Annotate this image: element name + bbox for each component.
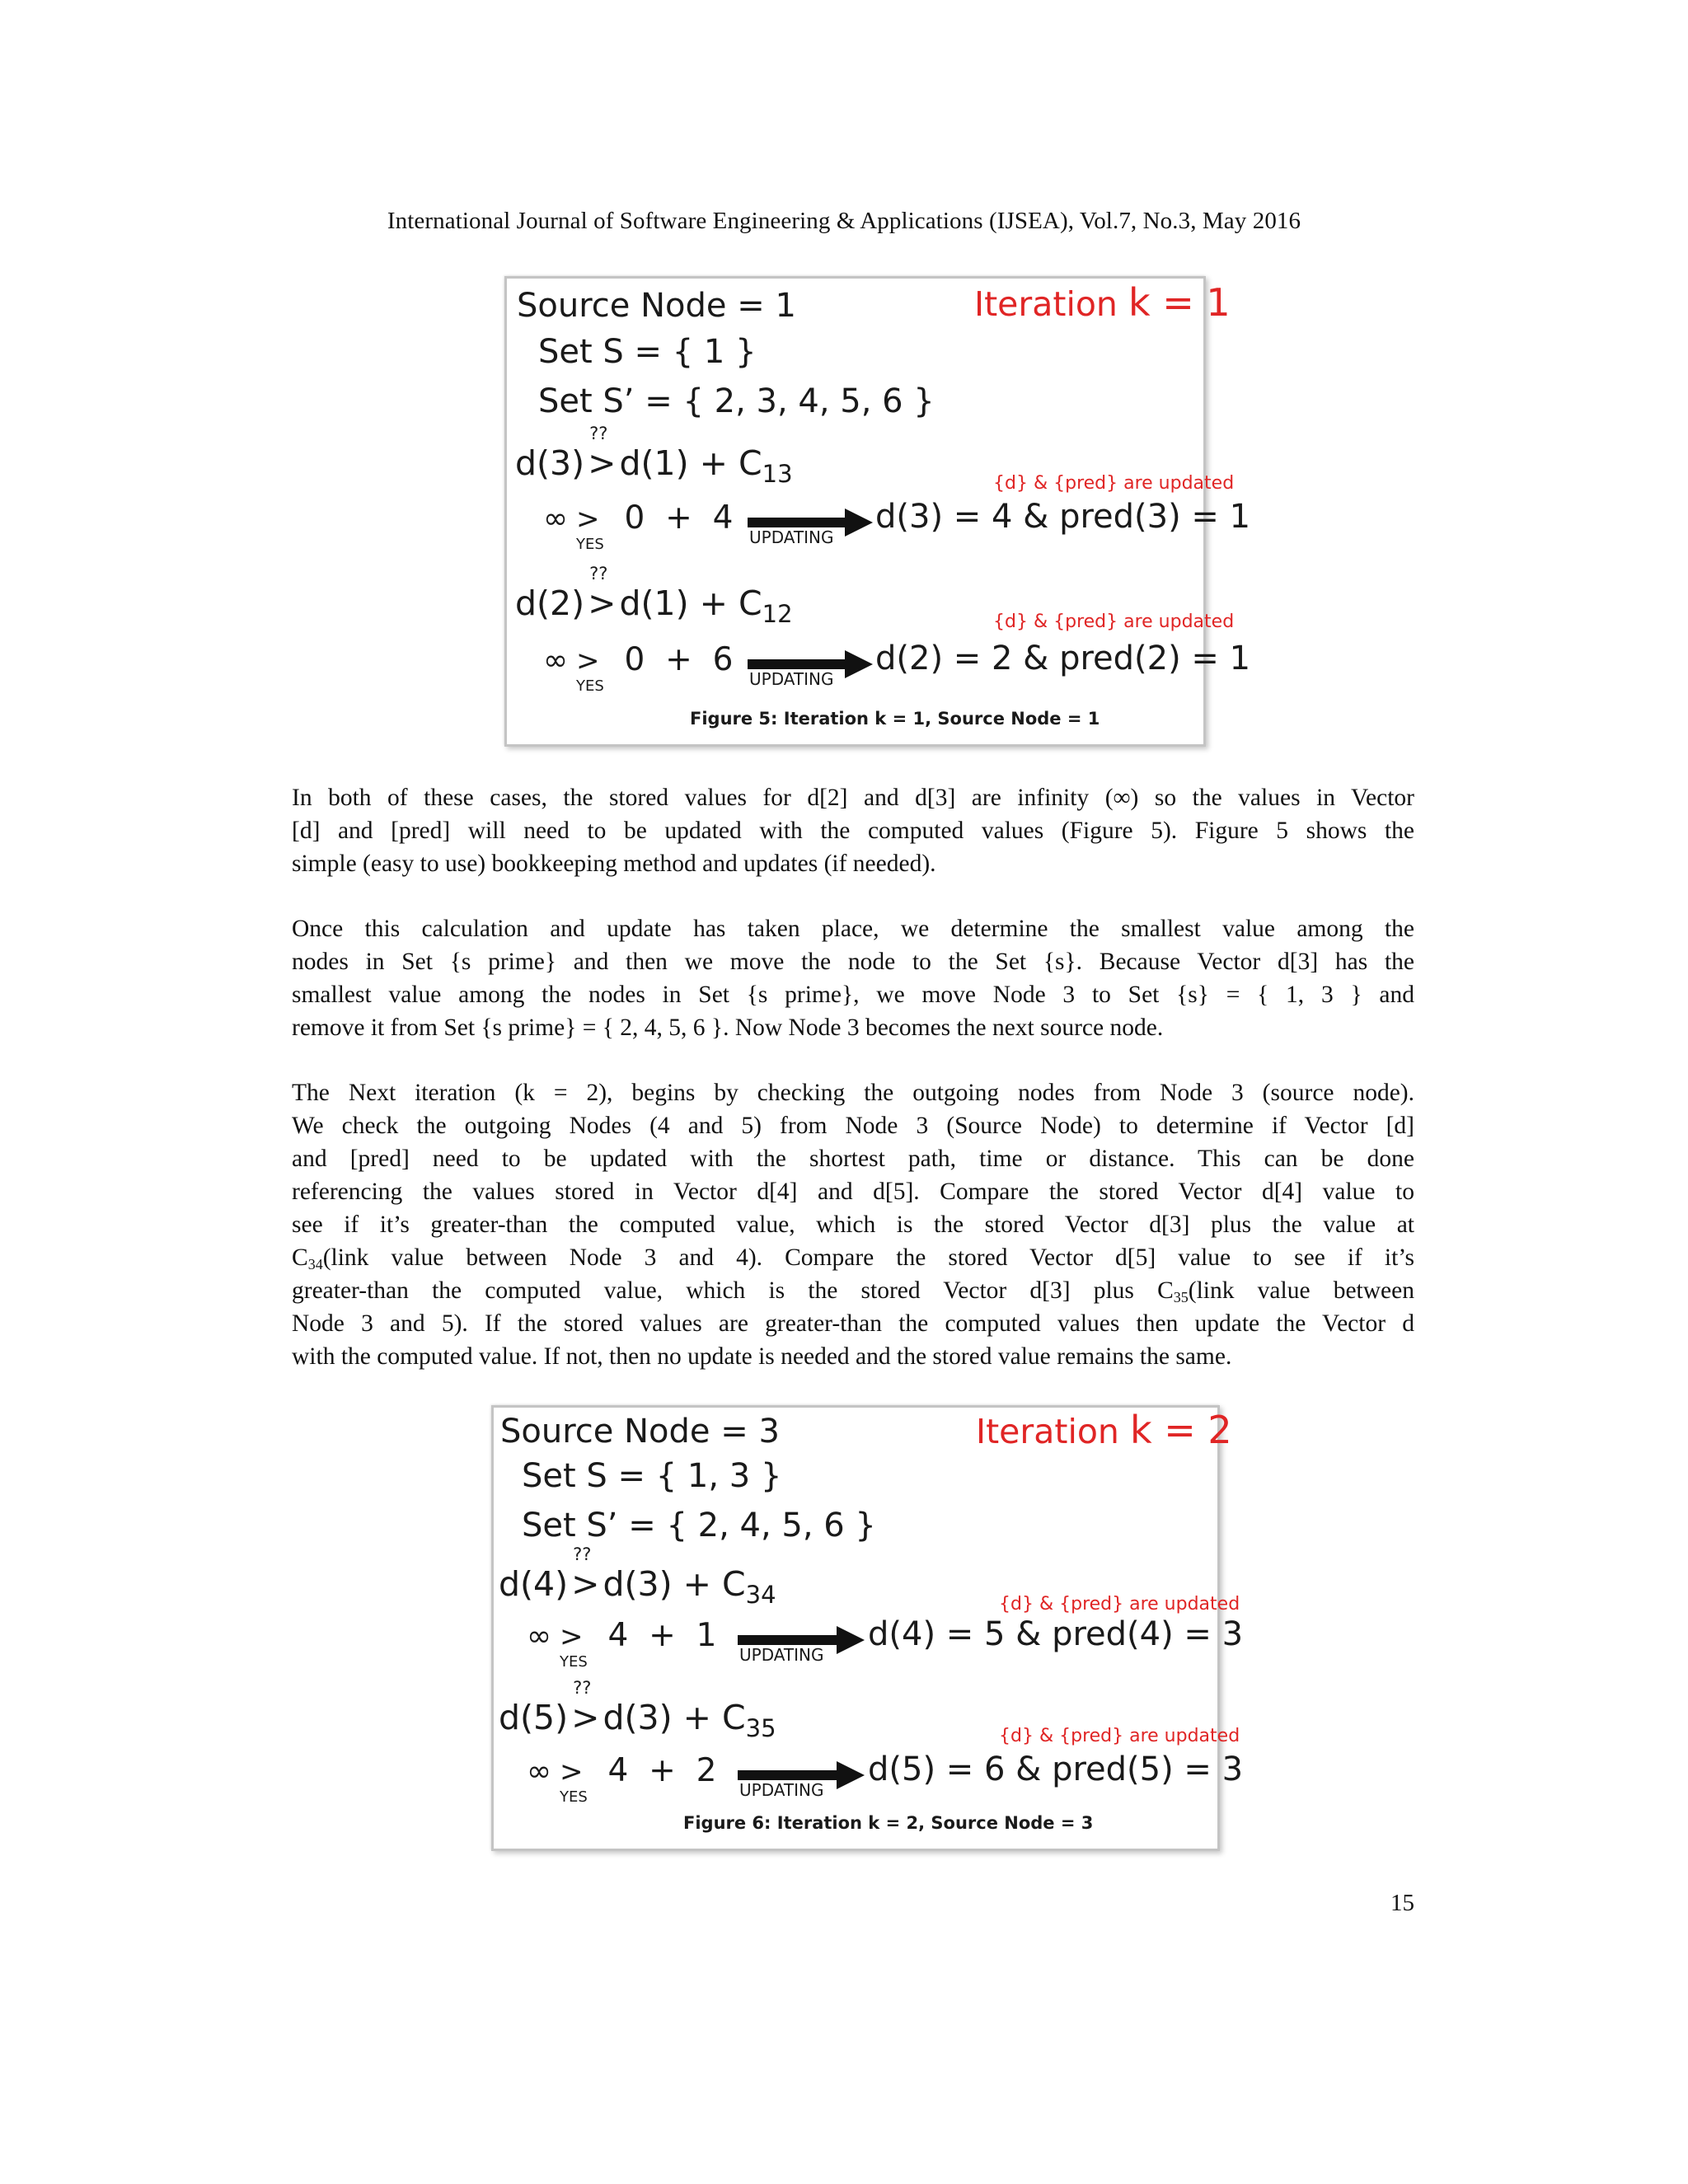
- set-s-prime: Set S’ = { 2, 4, 5, 6 }: [522, 1507, 876, 1544]
- calc-expression: 4 + 1: [607, 1617, 717, 1654]
- infinity-symbol: ∞: [527, 1619, 551, 1653]
- figure-caption: Figure 5: Iteration k = 1, Source Node = 1: [690, 709, 1100, 729]
- line-text: (link value between Node 3 and 4). Compare the stored Vector d[5] value to see if it’s: [322, 1244, 1414, 1271]
- iteration-label: [974, 280, 1231, 325]
- paragraph-line: We check the outgoing Nodes (4 and 5) from Node 3 (Source Node) to determine if Vector [d]: [292, 1113, 1414, 1139]
- greater-sign: >: [560, 1620, 584, 1653]
- line-text: (link value between: [1188, 1277, 1414, 1304]
- paragraph-line: with the computed value. If not, then no update is needed and the stored value remains the same.: [292, 1343, 1232, 1370]
- updated-note: {d} & {pred} are updated: [999, 1594, 1240, 1615]
- calc-expression: 4 + 2: [607, 1752, 717, 1789]
- paragraph-line: remove it from Set {s prime} = { 2, 4, 5, 6 }. Now Node 3 becomes the next source node.: [292, 1015, 1164, 1041]
- update-result: d(4) = 5 & pred(4) = 3: [868, 1615, 1244, 1653]
- paragraph-line: The Next iteration (k = 2), begins by checking the outgoing nodes from Node 3 (source node).: [292, 1080, 1414, 1106]
- updated-note: {d} & {pred} are updated: [999, 1726, 1240, 1746]
- paragraph-line: referencing the values stored in Vector d[4] and d[5]. Compare the stored Vector d[4] value to: [292, 1179, 1414, 1205]
- source-node-label: Source Node = 3: [500, 1413, 780, 1451]
- calculation-2: [527, 1752, 716, 1789]
- update-result: d(2) = 2 & pred(2) = 1: [875, 640, 1251, 677]
- update-result: d(3) = 4 & pred(3) = 1: [875, 498, 1251, 536]
- link-subscript: 13: [762, 460, 793, 488]
- paragraph-line: nodes in Set {s prime} and then we move the node to the Set {s}. Because Vector d[3] has the: [292, 949, 1414, 975]
- yes-label: YES: [560, 1788, 588, 1806]
- paragraph-line: [292, 1241, 1414, 1274]
- link-subscript: 35: [745, 1714, 776, 1742]
- paragraph-line: In both of these cases, the stored values for d[2] and d[3] are infinity (∞) so the values in Vector: [292, 785, 1414, 811]
- calculation-2: [543, 641, 733, 678]
- journal-header: International Journal of Software Engineering & Applications (IJSEA), Vol.7, No.3, May 2016: [387, 208, 1301, 234]
- link-subscript: 12: [762, 600, 793, 628]
- greater-sign: >: [560, 1755, 584, 1788]
- page-number: 15: [1390, 1890, 1414, 1916]
- paragraph-line: [d] and [pred] will need to be updated with the computed values (Figure 5). Figure 5 shows the: [292, 818, 1414, 844]
- paragraph-line: see if it’s greater-than the computed value, which is the stored Vector d[3] plus the value at: [292, 1212, 1414, 1238]
- comparison-2: [499, 1678, 776, 1742]
- set-s: Set S = { 1, 3 }: [522, 1457, 782, 1495]
- question-greater-symbol: [588, 564, 617, 623]
- question-greater-symbol: [571, 1544, 600, 1604]
- question-marks: ??: [573, 1544, 592, 1564]
- paragraph-line: Once this calculation and update has taken place, we determine the smallest value among the: [292, 916, 1414, 942]
- infinity-symbol: ∞: [527, 1755, 551, 1788]
- calc-expression: 0 + 6: [624, 641, 734, 678]
- paragraph-1: [292, 781, 1414, 880]
- question-greater-symbol: [571, 1678, 600, 1737]
- comparison-lhs: d(3): [515, 443, 585, 483]
- greater-sign: >: [571, 1698, 600, 1737]
- question-marks: ??: [589, 424, 608, 443]
- set-s-prime: Set S’ = { 2, 3, 4, 5, 6 }: [538, 382, 935, 420]
- calculation-1: [543, 499, 733, 537]
- question-marks: ??: [589, 564, 608, 583]
- greater-sign: >: [571, 1564, 600, 1604]
- comparison-lhs: d(5): [499, 1698, 569, 1737]
- paragraph-line: smallest value among the nodes in Set {s prime}, we move Node 3 to Set {s} = { 1, 3 } and: [292, 982, 1414, 1008]
- update-result: d(5) = 6 & pred(5) = 3: [868, 1750, 1244, 1788]
- figure-6: [491, 1405, 1244, 1851]
- comparison-rhs: d(3) + C: [603, 1564, 746, 1604]
- calculation-1: [527, 1617, 716, 1654]
- greater-sign: >: [576, 644, 600, 677]
- question-greater-symbol: [588, 424, 617, 483]
- paragraph-line: simple (easy to use) bookkeeping method and updates (if needed).: [292, 851, 936, 877]
- updated-note: {d} & {pred} are updated: [993, 612, 1235, 632]
- comparison-rhs: d(3) + C: [603, 1698, 746, 1737]
- iteration-k: k = 1: [1128, 280, 1231, 325]
- greater-sign: >: [588, 583, 617, 623]
- link-subscript: 35: [1173, 1289, 1189, 1305]
- updating-label: UPDATING: [739, 1645, 824, 1665]
- iteration-k: k = 2: [1129, 1408, 1232, 1452]
- iteration-prefix: Iteration: [974, 284, 1118, 324]
- updated-note: {d} & {pred} are updated: [993, 473, 1235, 494]
- paragraph-line: and [pred] need to be updated with the shortest path, time or distance. This can be done: [292, 1146, 1414, 1172]
- calc-expression: 0 + 4: [624, 499, 734, 537]
- line-text: greater-than the computed value, which is the stored Vector d[3] plus C: [292, 1277, 1174, 1304]
- paragraph-2: [292, 912, 1414, 1044]
- link-subscript: 34: [745, 1581, 776, 1609]
- comparison-rhs: d(1) + C: [619, 583, 762, 623]
- infinity-symbol: ∞: [543, 644, 568, 677]
- comparison-rhs: d(1) + C: [619, 443, 762, 483]
- source-node-label: Source Node = 1: [517, 287, 796, 325]
- set-s: Set S = { 1 }: [538, 333, 757, 371]
- updating-label: UPDATING: [749, 669, 834, 689]
- iteration-label: [976, 1408, 1232, 1452]
- greater-sign: >: [576, 503, 600, 536]
- yes-label: YES: [576, 677, 604, 695]
- link-cost-c: C: [292, 1244, 308, 1271]
- paragraph-line: Node 3 and 5). If the stored values are greater-than the computed values then update the Vector d: [292, 1310, 1414, 1337]
- figure-5: [504, 276, 1251, 747]
- paragraph-line: [292, 1274, 1414, 1307]
- updating-label: UPDATING: [739, 1780, 824, 1800]
- comparison-lhs: d(4): [499, 1564, 569, 1604]
- greater-sign: >: [588, 443, 617, 483]
- comparison-2: [515, 564, 793, 628]
- yes-label: YES: [576, 536, 604, 553]
- iteration-prefix: Iteration: [976, 1412, 1119, 1451]
- comparison-1: [499, 1544, 776, 1609]
- comparison-lhs: d(2): [515, 583, 585, 623]
- yes-label: YES: [560, 1653, 588, 1671]
- link-subscript: 34: [307, 1256, 323, 1272]
- paragraph-3: [292, 1076, 1414, 1373]
- figure-caption: Figure 6: Iteration k = 2, Source Node = 3: [683, 1813, 1094, 1833]
- infinity-symbol: ∞: [543, 502, 568, 536]
- comparison-1: [515, 424, 793, 488]
- updating-label: UPDATING: [749, 527, 834, 547]
- question-marks: ??: [573, 1678, 592, 1698]
